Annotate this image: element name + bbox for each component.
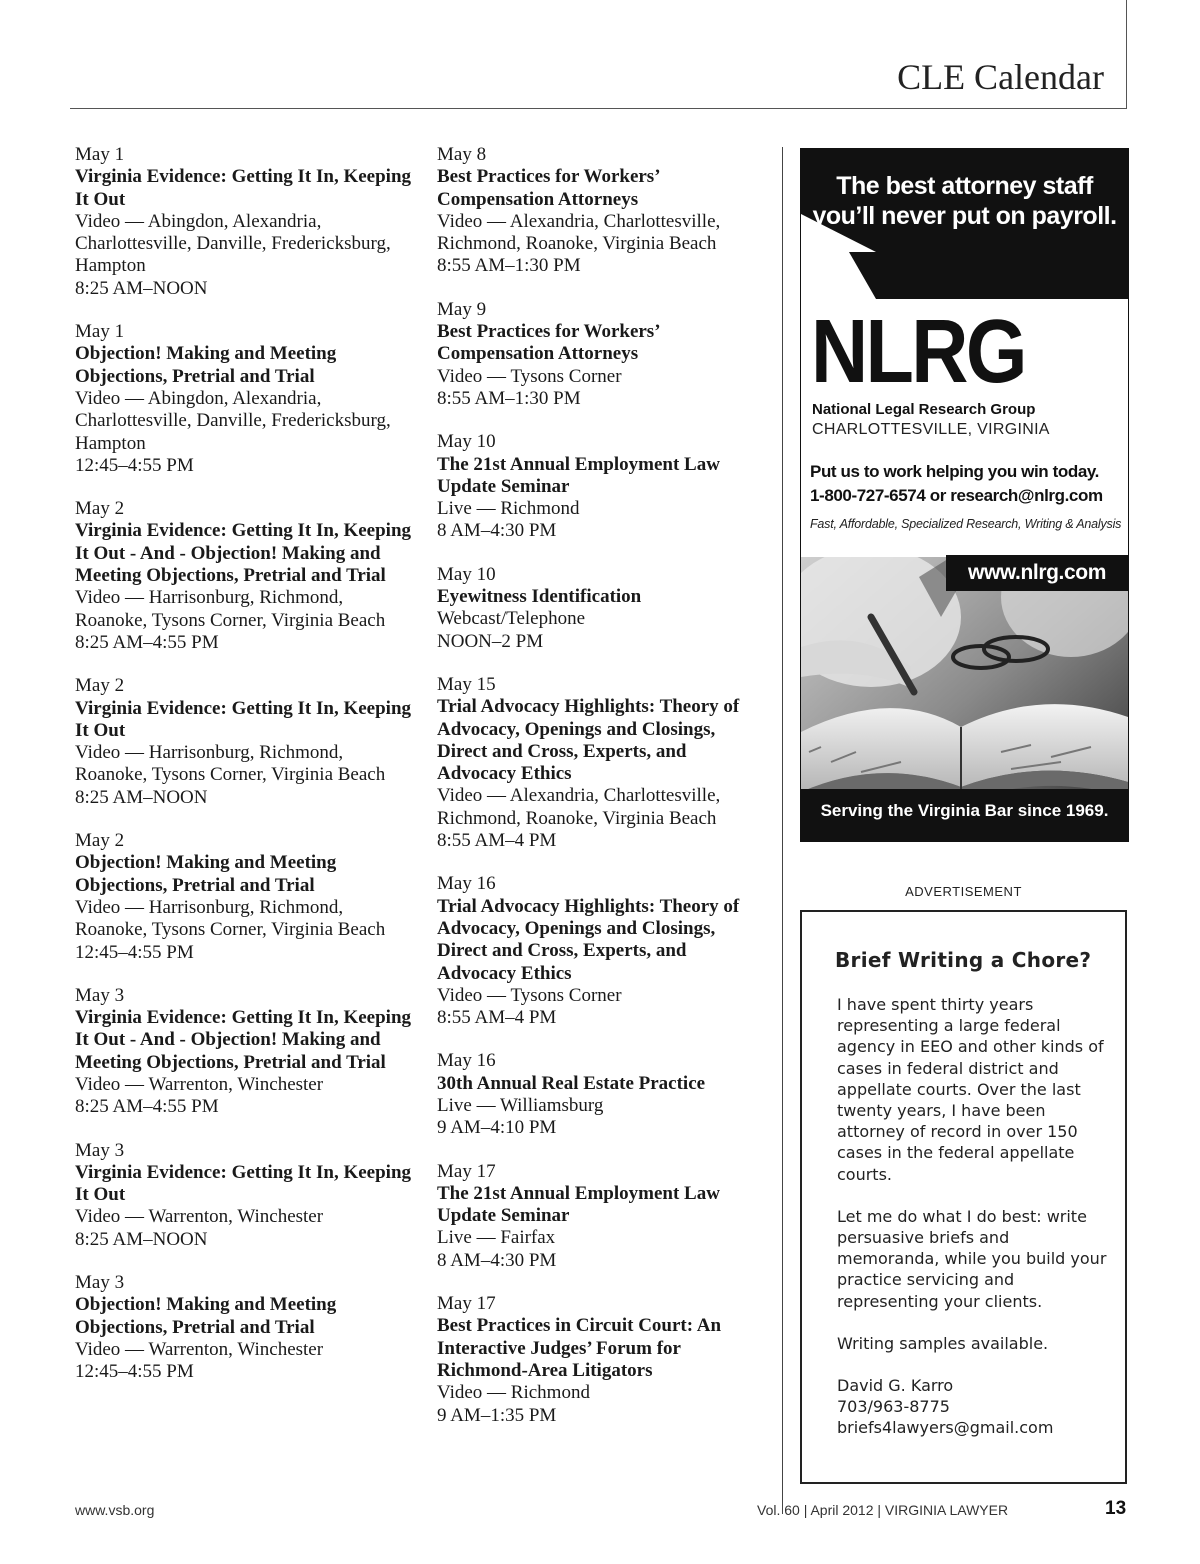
calendar-column-1 [75,144,420,1405]
page-number: 13 [1105,1498,1127,1519]
event-location: Video — Tysons Corner [437,365,622,387]
ad-headline [801,171,1128,231]
brief-writing-advertisement [800,910,1127,1484]
org-city: CHARLOTTESVILLE, VIRGINIA [812,421,1050,438]
event-date: May 10 [437,431,496,453]
calendar-event [437,431,767,542]
advertiser-email[interactable]: briefs4lawyers@gmail.com [837,1418,1054,1438]
calendar-event [437,1050,767,1139]
event-time: 8:55 AM–1:30 PM [437,387,581,409]
event-date: May 17 [437,1293,496,1315]
event-time: 9 AM–4:10 PM [437,1117,557,1139]
brief-ad-paragraph: Let me do what I do best: write persuasive briefs and memoranda, while you build your practice servicing and representing your clients. [837,1206,1107,1311]
calendar-event [75,498,420,654]
brief-ad-title: Brief Writing a Chore? [835,948,1092,972]
event-title: Virginia Evidence: Getting It In, Keeping It Out - And - Objection! Making and Meeting Objections, Pretrial and Trial [75,520,412,587]
event-time: 8:25 AM–NOON [75,1228,208,1250]
event-title: 30th Annual Real Estate Practice [437,1072,706,1094]
event-location: Video — Warrenton, Winchester [75,1338,324,1360]
event-date: May 8 [437,144,487,165]
event-location: Video — Abingdon, Alexandria, Charlottesville, Danville, Fredericksburg, Hampton [75,210,391,277]
header-rule [70,108,1127,109]
event-location: Webcast/Telephone [437,608,586,630]
event-location: Video — Harrisonburg, Richmond, Roanoke, Tysons Corner, Virginia Beach [75,742,386,786]
calendar-event [437,299,767,410]
event-location: Video — Harrisonburg, Richmond, Roanoke, Tysons Corner, Virginia Beach [75,587,386,631]
event-date: May 2 [75,498,125,520]
event-date: May 16 [437,1050,496,1072]
ad-headline-line-2: you’ll never put on payroll. [812,202,1117,230]
org-name: National Legal Research Group [812,401,1036,418]
event-title: The 21st Annual Employment Law Update Seminar [437,453,720,497]
section-title: CLE Calendar [897,57,1104,97]
event-title: The 21st Annual Employment Law Update Seminar [437,1182,720,1227]
event-location: Video — Alexandria, Charlottesville, Richmond, Roanoke, Virginia Beach [437,785,721,829]
event-title: Objection! Making and Meeting Objections, Pretrial and Trial [75,343,337,387]
column-divider [782,147,783,1514]
event-date: May 2 [75,830,125,852]
calendar-event [437,1293,767,1427]
brief-ad-paragraph: Writing samples available. [837,1333,1049,1353]
event-date: May 3 [75,1139,125,1161]
event-title: Virginia Evidence: Getting It In, Keeping It Out - And - Objection! Making and Meeting Objections, Pretrial and Trial [75,1007,412,1073]
event-date: May 16 [437,873,496,895]
event-time: 12:45–4:55 PM [75,454,194,476]
event-location: Live — Fairfax [437,1227,556,1249]
event-time: 12:45–4:55 PM [75,1361,194,1383]
event-location: Video — Richmond [437,1382,590,1404]
event-time: 8:25 AM–4:55 PM [75,1096,219,1118]
ad-footer-banner: Serving the Virginia Bar since 1969. [801,789,1128,841]
event-date: May 17 [437,1160,496,1182]
event-time: 8:25 AM–NOON [75,277,208,299]
event-title: Virginia Evidence: Getting It In, Keeping It Out [75,1161,412,1206]
event-date: May 3 [75,984,125,1006]
event-title: Objection! Making and Meeting Objections, Pretrial and Trial [75,1294,337,1338]
advertisement-label: ADVERTISEMENT [905,884,1022,899]
calendar-event [75,1272,420,1383]
calendar-event [75,830,420,964]
calendar-event [437,1161,767,1272]
event-time: 8:25 AM–4:55 PM [75,631,219,653]
event-time: 8:25 AM–NOON [75,786,208,808]
calendar-event [75,985,420,1119]
calendar-event [75,144,420,300]
event-date: May 15 [437,673,496,695]
event-time: 12:45–4:55 PM [75,941,194,963]
calendar-event [437,873,767,1029]
calendar-event [75,675,420,809]
event-location: Video — Harrisonburg, Richmond, Roanoke, Tysons Corner, Virginia Beach [75,896,386,941]
event-title: Objection! Making and Meeting Objections, Pretrial and Trial [75,852,337,896]
event-date: May 3 [75,1272,125,1294]
event-location: Video — Warrenton, Winchester [75,1206,324,1228]
ad-headline-line-1: The best attorney staff [836,172,1093,200]
event-location: Video — Tysons Corner [437,984,622,1006]
event-date: May 2 [75,675,125,697]
event-time: 9 AM–1:35 PM [437,1404,557,1426]
event-title: Best Practices in Circuit Court: An Interactive Judges’ Forum for Richmond-Area Litigators [437,1315,722,1381]
event-time: NOON–2 PM [437,630,544,652]
ad-contact[interactable]: 1-800-727-6574 or research@nlrg.com [810,486,1103,505]
event-time: 8:55 AM–4 PM [437,830,557,852]
event-title: Virginia Evidence: Getting It In, Keeping It Out [75,697,412,741]
event-title: Trial Advocacy Highlights: Theory of Advocacy, Openings and Closings, Direct and Cross, Experts, and Advocacy Ethics [437,895,740,984]
event-date: May 10 [437,563,496,585]
event-title: Virginia Evidence: Getting It In, Keeping It Out [75,166,412,210]
event-title: Best Practices for Workers’ Compensation Attorneys [437,321,660,365]
nlrg-website-link[interactable]: www.nlrg.com [946,555,1128,591]
calendar-event [437,564,767,653]
event-time: 8 AM–4:30 PM [437,520,557,542]
advertiser-phone[interactable]: 703/963-8775 [837,1397,950,1417]
ad-call-to-action: Put us to work helping you win today. [810,462,1100,481]
calendar-column-2 [437,144,767,1448]
event-time: 8:55 AM–4 PM [437,1007,557,1029]
calendar-event [75,321,420,477]
footer-issue: Vol. 60 | April 2012 | VIRGINIA LAWYER [757,1502,1009,1518]
event-location: Video — Warrenton, Winchester [75,1073,324,1095]
event-title: Trial Advocacy Highlights: Theory of Advocacy, Openings and Closings, Direct and Cross, Experts, and Advocacy Ethics [437,696,740,785]
nlrg-advertisement[interactable] [800,148,1129,842]
event-title: Best Practices for Workers’ Compensation Attorneys [437,166,660,210]
event-time: 8:55 AM–1:30 PM [437,255,581,277]
ad-tagline: Fast, Affordable, Specialized Research, Writing & Analysis [810,517,1122,531]
event-date: May 9 [437,298,487,320]
advertiser-name: David G. Karro [837,1376,954,1396]
header-vertical-rule [1126,0,1127,109]
event-location: Live — Richmond [437,498,580,520]
event-location: Video — Abingdon, Alexandria, Charlottesville, Danville, Fredericksburg, Hampton [75,387,391,454]
calendar-event [75,1140,420,1251]
calendar-event [437,674,767,852]
nlrg-logo: NLRG [811,302,1025,402]
footer-website[interactable]: www.vsb.org [75,1502,155,1518]
brief-ad-signature [837,1375,1112,1439]
event-time: 8 AM–4:30 PM [437,1249,557,1271]
brief-ad-body [837,994,1112,1460]
event-date: May 1 [75,144,125,165]
calendar-event [437,144,767,278]
event-location: Live — Williamsburg [437,1094,604,1116]
event-date: May 1 [75,321,125,343]
event-title: Eyewitness Identification [437,586,642,608]
brief-ad-paragraph: I have spent thirty years representing a large federal agency in EEO and other kinds of cases in federal district and appellate courts. Over the last twenty years, I have been attorney of record in over 150 cases in the federal appellate courts. [837,995,1104,1184]
event-location: Video — Alexandria, Charlottesville, Richmond, Roanoke, Virginia Beach [437,210,721,255]
